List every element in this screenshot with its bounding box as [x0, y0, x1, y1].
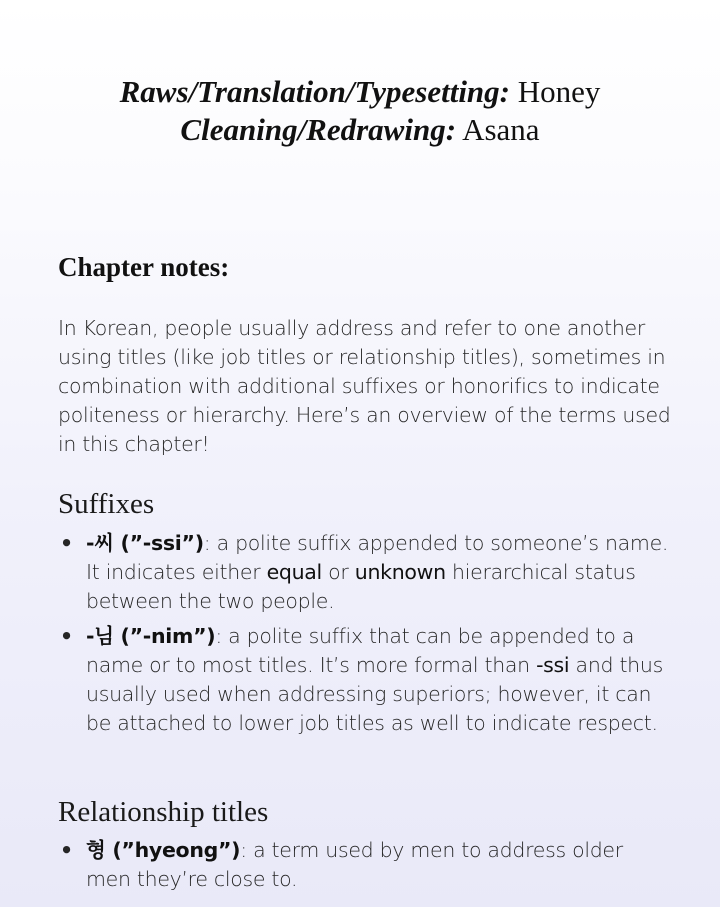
list-item [58, 622, 672, 738]
credits-role-label: Cleaning/Redrawing: [180, 112, 457, 147]
credits-line-2 [0, 111, 720, 149]
bullet-icon: • [60, 838, 73, 862]
chapter-notes-heading: Chapter notes: [58, 252, 230, 282]
emphasis-text: unknown [354, 560, 446, 584]
term-definition: or [321, 560, 355, 584]
credits-name: Honey [517, 74, 601, 109]
term-definition: : a polite suffix that can be appended to a name or to most titles. It’s more formal than [86, 624, 635, 677]
bullet-icon: • [60, 531, 73, 555]
term-definition: hierarchical status between the two people. [86, 560, 636, 613]
list-item [58, 836, 672, 894]
list-item [58, 529, 672, 616]
relationship-titles-heading: Relationship titles [58, 796, 269, 828]
term-label: -씨 (”-ssi”) [86, 531, 204, 555]
bullet-icon: • [60, 624, 73, 648]
intro-paragraph: In Korean, people usually address and refer to one another using titles (like job titles or relationship titles), sometimes in combination with additional suffixes or honorifics to indicate politeness or hierarchy. Here’s an overview of the terms used in this chapter! [58, 316, 671, 456]
credits-name: Asana [462, 112, 540, 147]
credits-block [0, 73, 720, 149]
term-label: -님 (”-nim”) [86, 624, 216, 648]
term-definition: : a term used by men to address older men they’re close to. [86, 838, 623, 891]
credits-line-1 [0, 73, 720, 111]
credits-role-label: Raws/Translation/Typesetting: [119, 74, 510, 109]
emphasis-text: equal [266, 560, 322, 584]
relationship-titles-list [58, 836, 672, 900]
term-definition: and thus usually used when addressing superiors; however, it can be attached to lower job titles as well to indicate respect. [86, 653, 663, 735]
term-label: 형 (”hyeong”) [86, 838, 241, 862]
emphasis-text: -ssi [536, 653, 570, 677]
term-definition: : a polite suffix appended to someone’s name. It indicates either [86, 531, 669, 584]
suffixes-heading: Suffixes [58, 488, 155, 520]
suffixes-list [58, 529, 672, 744]
